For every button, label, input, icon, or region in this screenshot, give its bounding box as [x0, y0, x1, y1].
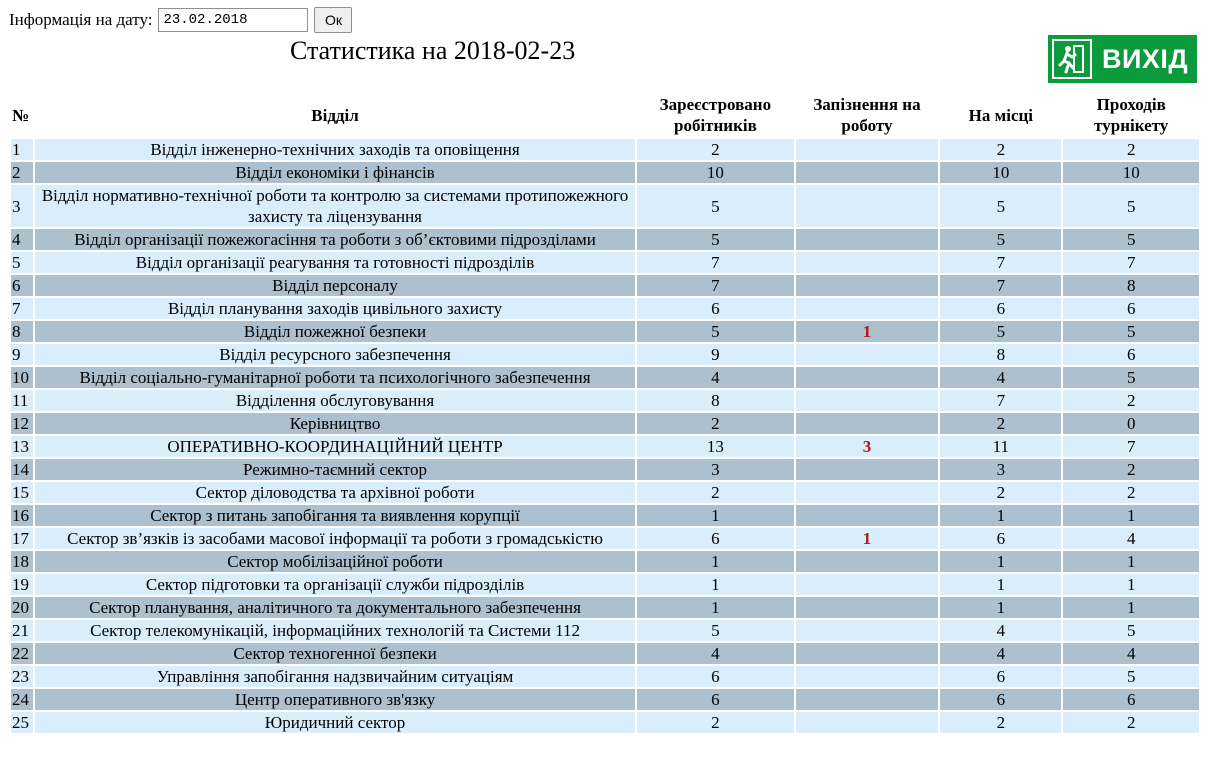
late-count — [796, 482, 939, 503]
registered-count: 2 — [637, 139, 794, 160]
late-count — [796, 139, 939, 160]
passes-count: 1 — [1063, 551, 1199, 572]
column-header-present: На місці — [940, 93, 1061, 137]
present-count: 7 — [940, 275, 1061, 296]
passes-count: 5 — [1063, 620, 1199, 641]
registered-count: 6 — [637, 528, 794, 549]
late-count — [796, 298, 939, 319]
registered-count: 1 — [637, 505, 794, 526]
table-body — [11, 139, 1199, 733]
date-label: Інформація на дату: — [9, 10, 153, 29]
present-count: 1 — [940, 551, 1061, 572]
table-row — [11, 367, 1199, 388]
column-header-passes: Проходів турнікету — [1063, 93, 1199, 137]
late-count — [796, 597, 939, 618]
passes-count: 1 — [1063, 505, 1199, 526]
present-count: 2 — [940, 139, 1061, 160]
late-count — [796, 689, 939, 710]
department-name: Відділ нормативно-технічної роботи та контролю за системами протипожежного захисту та ліцензування — [35, 185, 635, 227]
passes-count: 6 — [1063, 344, 1199, 365]
registered-count: 4 — [637, 367, 794, 388]
row-number: 15 — [11, 482, 33, 503]
row-number: 19 — [11, 574, 33, 595]
present-count: 4 — [940, 643, 1061, 664]
late-count — [796, 367, 939, 388]
late-count — [796, 252, 939, 273]
present-count: 6 — [940, 298, 1061, 319]
registered-count: 5 — [637, 620, 794, 641]
registered-count: 8 — [637, 390, 794, 411]
registered-count: 2 — [637, 712, 794, 733]
table-row — [11, 185, 1199, 227]
registered-count: 7 — [637, 252, 794, 273]
row-number: 23 — [11, 666, 33, 687]
late-count — [796, 505, 939, 526]
passes-count: 7 — [1063, 436, 1199, 457]
table-row — [11, 321, 1199, 342]
passes-count: 2 — [1063, 390, 1199, 411]
passes-count: 10 — [1063, 162, 1199, 183]
present-count: 2 — [940, 482, 1061, 503]
exit-button[interactable] — [1048, 35, 1197, 83]
table-row — [11, 689, 1199, 710]
department-name: Сектор підготовки та організації служби підрозділів — [35, 574, 635, 595]
present-count: 5 — [940, 185, 1061, 227]
late-count: 1 — [796, 321, 939, 342]
row-number: 3 — [11, 185, 33, 227]
table-row — [11, 413, 1199, 434]
present-count: 5 — [940, 229, 1061, 250]
passes-count: 6 — [1063, 689, 1199, 710]
row-number: 7 — [11, 298, 33, 319]
present-count: 2 — [940, 413, 1061, 434]
row-number: 25 — [11, 712, 33, 733]
registered-count: 5 — [637, 185, 794, 227]
department-name: Сектор діловодства та архівної роботи — [35, 482, 635, 503]
late-count — [796, 551, 939, 572]
department-name: Відділ інженерно-технічних заходів та оповіщення — [35, 139, 635, 160]
passes-count: 5 — [1063, 229, 1199, 250]
late-count — [796, 390, 939, 411]
department-name: Сектор з питань запобігання та виявлення корупції — [35, 505, 635, 526]
passes-count: 0 — [1063, 413, 1199, 434]
present-count: 1 — [940, 574, 1061, 595]
table-row — [11, 298, 1199, 319]
row-number: 18 — [11, 551, 33, 572]
present-count: 1 — [940, 505, 1061, 526]
table-row — [11, 528, 1199, 549]
table-row — [11, 229, 1199, 250]
row-number: 11 — [11, 390, 33, 411]
department-name: Відділення обслуговування — [35, 390, 635, 411]
table-row — [11, 344, 1199, 365]
department-name: Відділ ресурсного забезпечення — [35, 344, 635, 365]
passes-count: 4 — [1063, 528, 1199, 549]
late-count — [796, 275, 939, 296]
row-number: 10 — [11, 367, 33, 388]
present-count: 6 — [940, 528, 1061, 549]
row-number: 4 — [11, 229, 33, 250]
passes-count: 2 — [1063, 139, 1199, 160]
department-name: Сектор планування, аналітичного та документального забезпечення — [35, 597, 635, 618]
passes-count: 8 — [1063, 275, 1199, 296]
present-count: 6 — [940, 689, 1061, 710]
row-number: 16 — [11, 505, 33, 526]
present-count: 7 — [940, 390, 1061, 411]
late-count — [796, 459, 939, 480]
row-number: 13 — [11, 436, 33, 457]
registered-count: 5 — [637, 321, 794, 342]
department-name: Режимно-таємний сектор — [35, 459, 635, 480]
present-count: 4 — [940, 620, 1061, 641]
passes-count: 2 — [1063, 459, 1199, 480]
table-row — [11, 436, 1199, 457]
row-number: 8 — [11, 321, 33, 342]
present-count: 5 — [940, 321, 1061, 342]
row-number: 14 — [11, 459, 33, 480]
late-count: 1 — [796, 528, 939, 549]
row-number: 21 — [11, 620, 33, 641]
registered-count: 3 — [637, 459, 794, 480]
registered-count: 1 — [637, 597, 794, 618]
row-number: 22 — [11, 643, 33, 664]
table-row — [11, 482, 1199, 503]
passes-count: 2 — [1063, 712, 1199, 733]
late-count — [796, 620, 939, 641]
ok-button[interactable]: Ок — [314, 7, 352, 33]
department-name: Сектор мобілізаційної роботи — [35, 551, 635, 572]
department-name: Сектор телекомунікацій, інформаційних технологій та Системи 112 — [35, 620, 635, 641]
table-row — [11, 620, 1199, 641]
late-count — [796, 574, 939, 595]
registered-count: 6 — [637, 666, 794, 687]
row-number: 24 — [11, 689, 33, 710]
date-input[interactable] — [158, 8, 308, 32]
present-count: 8 — [940, 344, 1061, 365]
registered-count: 10 — [637, 162, 794, 183]
registered-count: 2 — [637, 482, 794, 503]
column-header-late: Запізнення на роботу — [796, 93, 939, 137]
passes-count: 7 — [1063, 252, 1199, 273]
table-header-row — [11, 93, 1199, 137]
table-row — [11, 551, 1199, 572]
table-row — [11, 643, 1199, 664]
late-count — [796, 413, 939, 434]
department-name: Управління запобігання надзвичайним ситуаціям — [35, 666, 635, 687]
statistics-table — [9, 91, 1201, 735]
table-row — [11, 139, 1199, 160]
late-count: 3 — [796, 436, 939, 457]
department-name: Відділ планування заходів цивільного захисту — [35, 298, 635, 319]
table-row — [11, 666, 1199, 687]
registered-count: 9 — [637, 344, 794, 365]
exit-label: ВИХІД — [1102, 43, 1189, 74]
page-title: Статистика на 2018-02-23 — [290, 36, 576, 65]
table-row — [11, 459, 1199, 480]
late-count — [796, 344, 939, 365]
row-number: 1 — [11, 139, 33, 160]
column-header-registered: Зареєстровано робітників — [637, 93, 794, 137]
registered-count: 1 — [637, 551, 794, 572]
present-count: 2 — [940, 712, 1061, 733]
registered-count: 13 — [637, 436, 794, 457]
late-count — [796, 162, 939, 183]
passes-count: 5 — [1063, 185, 1199, 227]
present-count: 4 — [940, 367, 1061, 388]
department-name: Юридичний сектор — [35, 712, 635, 733]
passes-count: 6 — [1063, 298, 1199, 319]
department-name: Відділ організації пожежогасіння та роботи з об’єктовими підрозділами — [35, 229, 635, 250]
late-count — [796, 643, 939, 664]
registered-count: 4 — [637, 643, 794, 664]
present-count: 6 — [940, 666, 1061, 687]
registered-count: 1 — [637, 574, 794, 595]
passes-count: 5 — [1063, 321, 1199, 342]
present-count: 11 — [940, 436, 1061, 457]
row-number: 17 — [11, 528, 33, 549]
column-header-number: № — [11, 93, 33, 137]
department-name: Відділ організації реагування та готовності підрозділів — [35, 252, 635, 273]
passes-count: 4 — [1063, 643, 1199, 664]
table-row — [11, 252, 1199, 273]
department-name: Керівництво — [35, 413, 635, 434]
passes-count: 2 — [1063, 482, 1199, 503]
registered-count: 7 — [637, 275, 794, 296]
registered-count: 5 — [637, 229, 794, 250]
passes-count: 5 — [1063, 666, 1199, 687]
late-count — [796, 666, 939, 687]
present-count: 10 — [940, 162, 1061, 183]
present-count: 1 — [940, 597, 1061, 618]
department-name: Відділ персоналу — [35, 275, 635, 296]
registered-count: 2 — [637, 413, 794, 434]
present-count: 7 — [940, 252, 1061, 273]
table-row — [11, 574, 1199, 595]
department-name: Відділ пожежної безпеки — [35, 321, 635, 342]
present-count: 3 — [940, 459, 1061, 480]
row-number: 2 — [11, 162, 33, 183]
table-row — [11, 597, 1199, 618]
table-row — [11, 390, 1199, 411]
registered-count: 6 — [637, 689, 794, 710]
late-count — [796, 229, 939, 250]
department-name: ОПЕРАТИВНО-КООРДИНАЦІЙНИЙ ЦЕНТР — [35, 436, 635, 457]
table-row — [11, 712, 1199, 733]
date-form — [9, 5, 352, 35]
exit-running-man-icon — [1052, 39, 1092, 79]
passes-count: 5 — [1063, 367, 1199, 388]
department-name: Відділ соціально-гуманітарної роботи та психологічного забезпечення — [35, 367, 635, 388]
department-name: Сектор техногенної безпеки — [35, 643, 635, 664]
department-name: Центр оперативного зв'язку — [35, 689, 635, 710]
row-number: 20 — [11, 597, 33, 618]
passes-count: 1 — [1063, 597, 1199, 618]
table-row — [11, 505, 1199, 526]
registered-count: 6 — [637, 298, 794, 319]
department-name: Відділ економіки і фінансів — [35, 162, 635, 183]
department-name: Сектор зв’язків із засобами масової інформації та роботи з громадськістю — [35, 528, 635, 549]
late-count — [796, 185, 939, 227]
row-number: 12 — [11, 413, 33, 434]
row-number: 9 — [11, 344, 33, 365]
late-count — [796, 712, 939, 733]
table-row — [11, 162, 1199, 183]
row-number: 5 — [11, 252, 33, 273]
column-header-department: Відділ — [35, 93, 635, 137]
table-row — [11, 275, 1199, 296]
row-number: 6 — [11, 275, 33, 296]
passes-count: 1 — [1063, 574, 1199, 595]
